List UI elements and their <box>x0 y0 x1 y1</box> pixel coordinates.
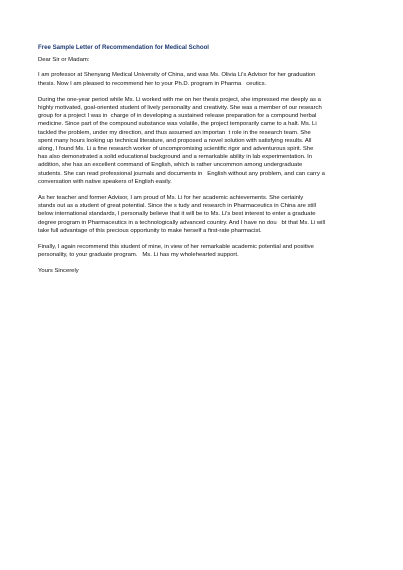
text-line: addition, she has an excellent command of English, which is rather uncommon among undergraduate <box>38 162 303 169</box>
closing: Yours Sincerely <box>38 268 79 275</box>
text-line: stands out as a student of great potential. Since the s tudy and research in Pharmaceutics in China are still <box>38 203 316 210</box>
text-line: medicine. Since part of the compound substance was volatile, the project temporarily came to a halt. Ms. Li <box>38 121 317 128</box>
text-line: below international standards, I personally believe that it will be to Ms. Li's best interest to enter a graduate <box>38 211 316 218</box>
text-line: students. She can read professional journals and documents in English without any problem, and can carry a <box>38 170 325 177</box>
text-line: spent many hours looking up technical literature, and proposed a novel solution with satisfying results. All <box>38 137 312 144</box>
text-line: thesis. Now I am pleased to recommend her to your Ph.D. program in Pharma ceutics. <box>38 80 267 87</box>
paragraph-research <box>38 96 364 186</box>
letter-page <box>38 44 364 276</box>
salutation: Dear Sir or Madam: <box>38 57 90 64</box>
paragraph-advisor <box>38 194 364 235</box>
text-line: personality, to your graduate program. Ms. Li has my wholehearted support. <box>38 252 239 259</box>
text-line: degree program in Pharmaceutics in a technologically advanced country. And I have no dou bt that Ms. Li will <box>38 219 326 226</box>
paragraph-final <box>38 243 364 259</box>
text-line: along, I found Ms. Li a fine research worker of uncompromising scientific rigor and adventurous spirit. She <box>38 146 314 153</box>
text-line: Finally, I again recommend this student of mine, in view of her remarkable academic potential and positive <box>38 244 314 251</box>
text-line: has also demonstrated a solid educational background and a remarkable ability in lab experimentation. In <box>38 154 313 161</box>
text-line: conversation with native speakers of English easily. <box>38 178 172 185</box>
text-line: highly motivated, goal-oriented student of lively personality and creativity. She was a member of our research <box>38 105 322 112</box>
paragraph-intro <box>38 71 364 87</box>
text-line: take full advantage of this precious opportunity to make herself a first-rate pharmacist. <box>38 227 262 234</box>
text-line: group for a project I was in charge of in developing a sustained release preparation for a compound herbal <box>38 113 317 120</box>
text-line: As her teacher and former Advisor, I am proud of Ms. Li for her academic achievements. She certainly <box>38 195 304 202</box>
letter-title: Free Sample Letter of Recommendation for Medical School <box>38 44 209 51</box>
text-line: tackled the problem, under my direction, and thus assumed an importan t role in the research team. She <box>38 129 311 136</box>
text-line: During the one-year period while Ms. Li worked with me on her thesis project, she impressed me deeply as a <box>38 96 321 103</box>
text-line: I am professor at Shenyang Medical University of China, and was Ms. Olivia Li's Advisor for her graduation <box>38 72 316 79</box>
